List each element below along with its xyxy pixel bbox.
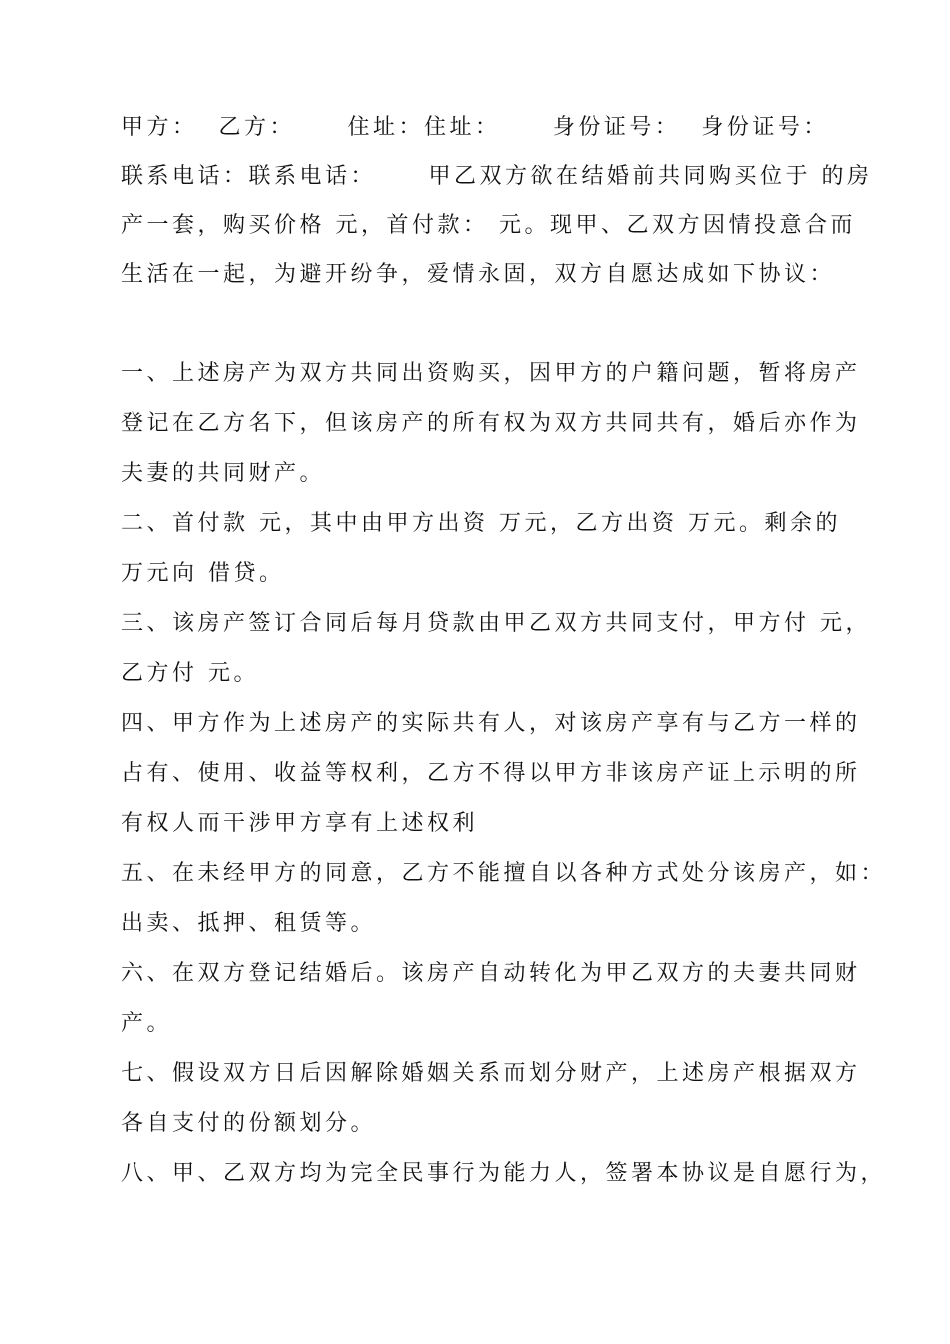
text-line: 七、假设双方日后因解除婚姻关系而划分财产，上述房产根据双方 bbox=[121, 1061, 861, 1086]
text-line: 八、甲、乙双方均为完全民事行为能力人，签署本协议是自愿行为， bbox=[121, 1161, 887, 1186]
text-line: 三、该房产签订合同后每月贷款由甲乙双方共同支付，甲方付 元， bbox=[121, 611, 871, 636]
text-line: 有权人而干涉甲方享有上述权利 bbox=[121, 811, 479, 836]
text-line: 四、甲方作为上述房产的实际共有人，对该房产享有与乙方一样的 bbox=[121, 711, 861, 736]
text-line: 二、首付款 元，其中由甲方出资 万元，乙方出资 万元。剩余的 bbox=[121, 511, 841, 536]
text-line: 登记在乙方名下，但该房产的所有权为双方共同共有，婚后亦作为 bbox=[121, 411, 861, 436]
text-line: 各自支付的份额划分。 bbox=[121, 1111, 377, 1136]
text-line: 夫妻的共同财产。 bbox=[121, 461, 326, 486]
text-line: 六、在双方登记结婚后。该房产自动转化为甲乙双方的夫妻共同财 bbox=[121, 961, 861, 986]
text-line: 联系电话：联系电话： 甲乙双方欲在结婚前共同购买位于 的房 bbox=[121, 164, 873, 189]
text-line: 产一套，购买价格 元，首付款： 元。现甲、乙双方因情投意合而 bbox=[121, 213, 856, 238]
text-line: 出卖、抵押、租赁等。 bbox=[121, 911, 377, 936]
text-line: 甲方： 乙方： 住址：住址： 身份证号： 身份证号： bbox=[121, 115, 829, 140]
text-line: 占有、使用、收益等权利，乙方不得以甲方非该房产证上示明的所 bbox=[121, 761, 861, 786]
text-line: 生活在一起，为避开纷争，爱情永固，双方自愿达成如下协议： bbox=[121, 262, 836, 287]
text-line: 产。 bbox=[121, 1011, 173, 1036]
text-line: 五、在未经甲方的同意，乙方不能擅自以各种方式处分该房产，如： bbox=[121, 861, 887, 886]
text-line: 万元向 借贷。 bbox=[121, 561, 285, 586]
text-line: 一、上述房产为双方共同出资购买，因甲方的户籍问题，暂将房产 bbox=[121, 361, 861, 386]
text-line: 乙方付 元。 bbox=[121, 661, 259, 686]
